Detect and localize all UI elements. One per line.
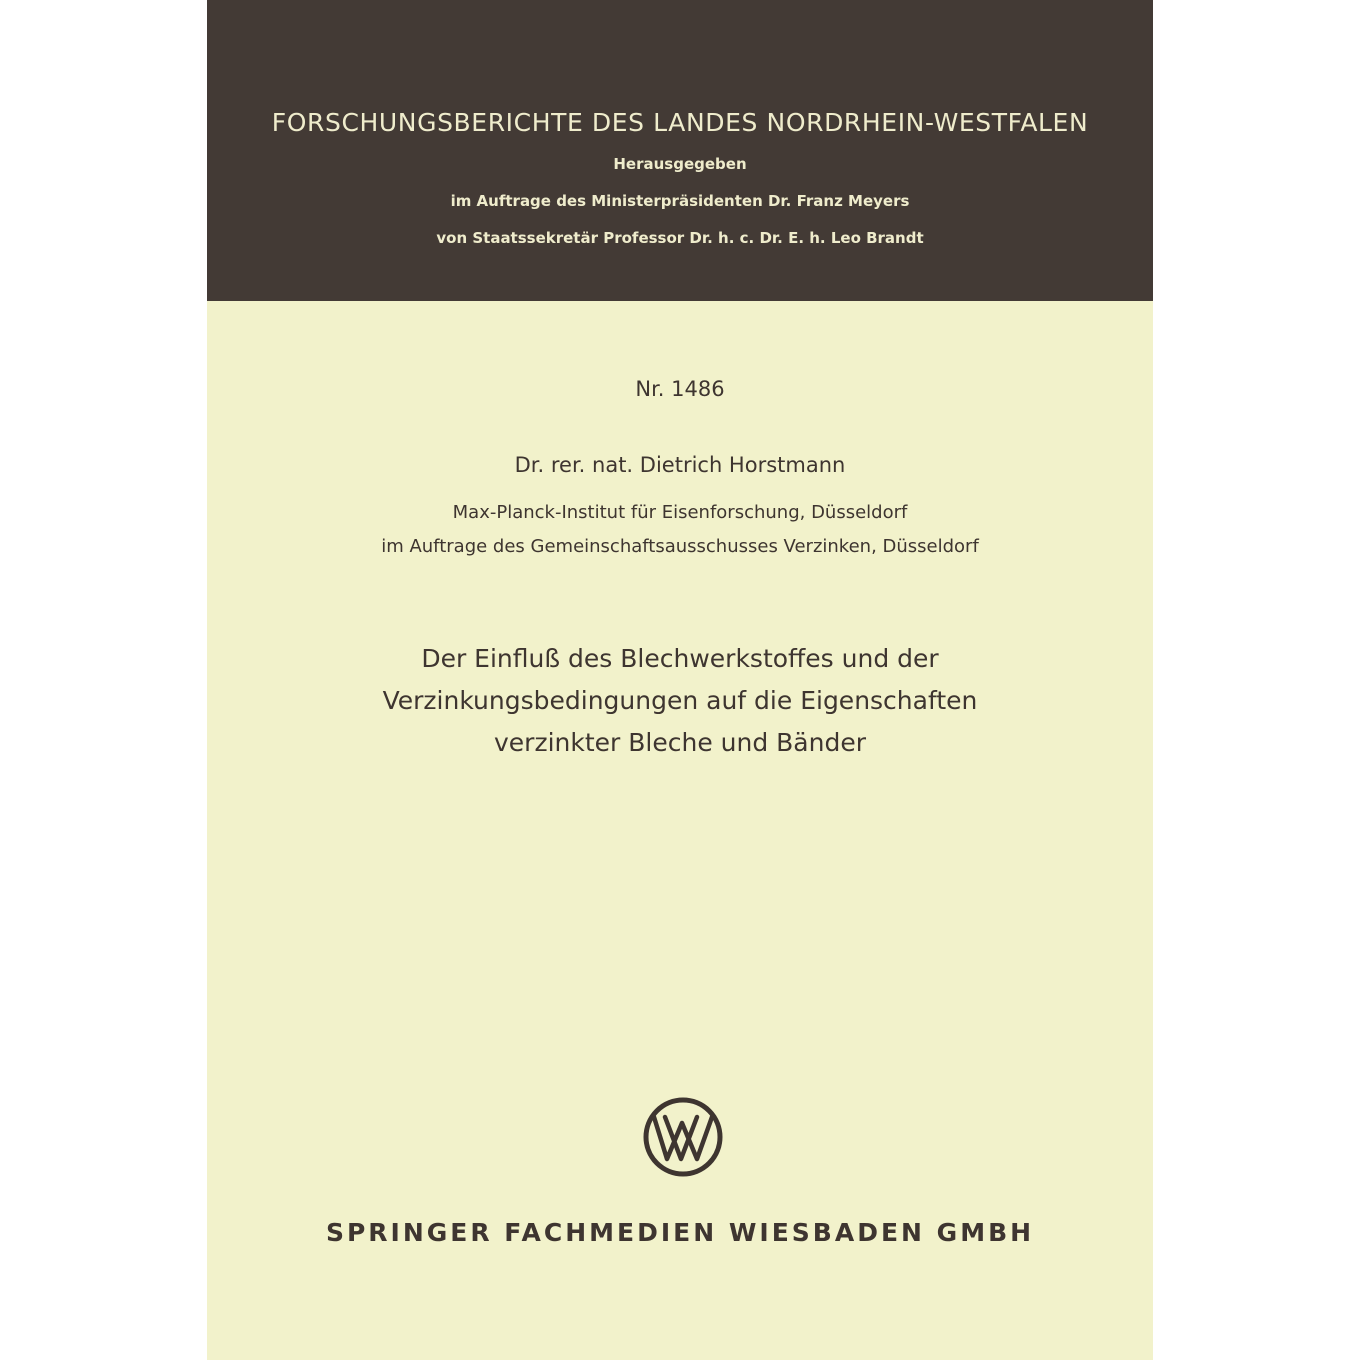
series-title: FORSCHUNGSBERICHTE DES LANDES NORDRHEIN-WESTFALEN — [271, 108, 1089, 137]
book-title-line-1: Der Einfluß des Blechwerkstoffes und der — [421, 644, 939, 673]
editor-line-2: von Staatssekretär Professor Dr. h. c. Dr. E. h. Leo Brandt — [436, 229, 924, 247]
publisher-name: SPRINGER FACHMEDIEN WIESBADEN GMBH — [325, 1218, 1035, 1247]
editor-line-1: im Auftrage des Ministerpräsidenten Dr. Franz Meyers — [450, 192, 910, 210]
publisher-logo-wv-icon — [643, 1097, 723, 1177]
author-name: Dr. rer. nat. Dietrich Horstmann — [514, 453, 846, 477]
affiliation-line-2: im Auftrage des Gemeinschaftsausschusses Verzinken, Düsseldorf — [381, 536, 979, 557]
editor-label: Herausgegeben — [613, 155, 747, 173]
book-title-line-3: verzinkter Bleche und Bänder — [494, 728, 866, 757]
book-cover — [207, 0, 1153, 1360]
header-band — [207, 0, 1153, 301]
book-title-line-2: Verzinkungsbedingungen auf die Eigenschaften — [382, 686, 978, 715]
report-number: Nr. 1486 — [635, 377, 725, 401]
affiliation-line-1: Max-Planck-Institut für Eisenforschung, Düsseldorf — [452, 502, 908, 523]
